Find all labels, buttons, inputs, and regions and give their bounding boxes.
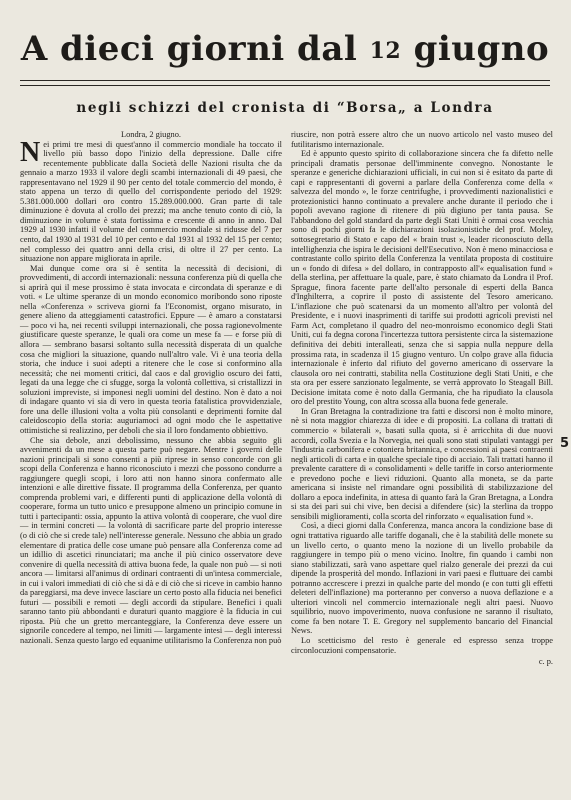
headline-day: 12 (369, 38, 402, 64)
article-paragraph: In Gran Bretagna la contradizione tra fatti e discorsi non è molto minore, nè si nota maggior chiarezza di idee e di propositi. La collana di trattati di commercio « bilaterali », basati sulla quota, si è arricchita di due nuovi accordi, colla Svezia e la Norvegia, nei quali sono stati stipulati vantaggi per l'industria carbonifera e cotoniera britannica, e concessioni ai paesi contraenti negli articoli di carta e in qualche speciale tipo di acciaio. Tali trattati hanno il prevalente carattere di « consolidamenti » delle tariffe in corso anteriormente e prevedono poche e lievi riduzioni. Quanto alla moneta, se da parte americana si insiste nel rimandare ogni possibilità di stabilizzazione del dollaro a epoca indefinita, in attesa di quanto farà la Gran Bretagna, a Londra si sta dei pari sui chi vive, ben decisi a difendere (sic) la sterlina da troppo sensibili miglioramenti, colla scorta del rinforzato « equalisation fund ». (291, 406, 553, 521)
headline (20, 30, 550, 70)
headline-main: A dieci giorni dal (20, 29, 358, 69)
headline-rule-bottom (20, 85, 550, 86)
article-column-right (291, 130, 553, 667)
drop-cap: N (20, 136, 41, 168)
article-paragraph: Lo scetticismo del resto è generale ed espresso senza troppe circonlocuzioni compensatorie. (291, 635, 553, 655)
subtitle: negli schizzi del cronista di “Borsa„ a Londra (76, 100, 494, 116)
article-paragraph: Ed è appunto questo spirito di collaborazione sincera che fa difetto nelle principali dramatis personae dell'imminente convegno. Nonostante le speranze e generiche dichiarazioni ufficiali, in cui non si è esitato da parte di capi e rappresentanti di governi a parlare della Conferenza come della « salvezza del mondo », le forze centrifughe, i provvedimenti nazionalistici e protezionistici hanno continuato a prevalere anche durante il periodo che i popoli avevano ragione di ritenere di più digiuno per tanta pausa. Se l'abbandono del gold standard da parte degli Stati Uniti è ormai cosa vecchia sono di pochi giorni fa le dichiarazioni isolazionistiche del prof. Moley, sottosegretario di Stato e capo del « brain trust », leader riconosciuto della intellighenzia che ispira le decisioni dell'Esecutivo. Non è meno minacciosa e contrastante collo spirito della Conferenza la ventilata proposta di costituire un « fondo di difesa » del dollaro, in contrapposto all'« equalisation fund » della sterlina, per affettuare la quale, pare, è stato chiamato da Londra il Prof. Sprague, finora facente parte dell'alto personale di esperti della Banca d'Inghilterra, a coprire il posto di assistente del Tesoro americano. L'inflazione che può scatenarsi da un momento all'altro per volontà del Presidente, e i nuovi inasprimenti di tariffe sui prodotti agricoli previsti nel Farm Act, completano il quadro del neo-monroismo economico degli Stati Uniti, cui fa degna corona l'incertezza tuttora persistente circa la sistemazione definitiva dei debiti interalleati, senza che si sappia nulla neppure della prossima rata, in scadenza il 15 giugno venturo. Un colpo grave alla fiducia internazionale è inferto dal rifiuto del governo americano di osservare la clausola oro nei contratti, stabilita nella Costituzione degli Stati Uniti, e che sta ora per essere sanzionato legalmente, se verrà approvato lo Steagall Bill. Decisione imitata come è noto dalla Germania, che ha ripudiato la clausola oro del prestito Young, con altra scossa alla buona fede generale. (291, 149, 553, 407)
article-paragraph: riuscire, non potrà essere altro che un nuovo articolo nel vasto museo del futilitarismo internazionale. (291, 130, 553, 149)
author-signature: c. p. (538, 657, 553, 667)
article-paragraph: Nei primi tre mesi di quest'anno il commercio mondiale ha toccato il livello più basso dopo l'inizio della depressione. Dalle cifre recentemente pubblicate dalla Società delle Nazioni risulta che da gennaio a marzo 1933 il valore degli scambi internazionali di 49 paesi, che rappresentavano nel 1929 il 90 per cento del totale commercio del mondo, è stato appena un terzo di quello del corrispondente periodo del 1929: 5.381.000.000 dollari oro contro 15.289.000.000. Gran parte di tale diminuzione è dovuta al crollo dei prezzi; ma anche tenuto conto di ciò, la diminuzione in volume è stata fortissima e crescente di anno in anno. Dal 1929 al 1930 infatti il volume del commercio mondiale si ridusse del 7 per cento, dal 1930 al 1931 del 10 per cento e dal 1931 al 1932 del 15 per cento; nel complesso dei quattro anni della crisi, di oltre il 27 per cento. La situazione non appare migliorata in aprile. (20, 136, 282, 264)
article-paragraph: Che sia debole, anzi debolissimo, nessuno che abbia seguito gli avvenimenti da un mese a questa parte può negare. Mentre i governi delle nazioni principali si sono consenti a più riprese in senso concorde con gli scopi della Conferenza e hanno riconosciuto i mezzi che possono condurre a raggiungere quegli scopi, i loro atti non hanno sinora confermato alle intenzioni e alle direttive fissate. Il programma della Conferenza, per quanto comprenda problemi vari, e differenti punti di applicazione della volontà di cooperare, forma un tutto unico e presuppone almeno un principio comune in tutti i partecipanti: ossia, appunto la attiva volontà di cooperare, che vuol dire — in termini concreti — la volontà di sacrificare parte del proprio interesse (o di ciò che si crede tale) nell'interesse generale. Nessuno che abbia un grado elementare di pratica delle cose umane può pensare alla Conferenza come ad un idillio di ascetici rinunciatari; ma anche il più cinico osservatore deve convenire di quella necessità di attiva buona fede, la quale non può — si noti ancora — limitarsi all'animus di ordinari contraenti di un'intesa commerciale, in cui i valori immediati di ciò che si dà e di ciò che si riceve in cambio hanno da pareggiarsi, ma deve invece lasciare un certo posto alla fiducia nei benefici futuri — possibili e remoti — degli accordi da stipulare. Benefici i quali saranno tanto più abbondanti e duraturi quanto maggiore è la fiducia in cui riposta. Più che un gretto mercanteggiare, la Conferenza deve essere un signorile concedere al tempo, nei limiti — largamente intesi — degli interessi nazionali. Senza questo largo ed equanime utilitarismo la Conferenza non può (20, 435, 282, 645)
article-column-left (20, 130, 282, 646)
dateline: Londra, 2 giugno. (120, 130, 181, 139)
article-paragraph: Così, a dieci giorni dalla Conferenza, manca ancora la condizione base di ogni trattativa riguardo alle tariffe doganali, che è la stabilità delle monete su un livello certo, o quanto meno la nozione di un livello probabile da raggiungere in tempo più o meno vicino. Inoltre, fin quando i cambi non siano stabilizzati, sarà vano aspettare quel rialzo generale dei prezzi da cui dipende la prosperità del mondo. Inflazioni in vari paesi e fluttuare dei cambi potranno accrescere i prezzi in qualche parte del mondo (e con tutti gli effetti deleteri dell'inflazione) ma porteranno per converso a nuova deflazione e a ulteriori vincoli nel commercio internazionale negli altri paesi. Nuovo squilibrio, nuovo impoverimento, nuova confusione ne saranno il risultato, come fa ben notare T. E. Gregory nel supplemento bancario del Financial News. (291, 521, 553, 636)
headline-month: giugno (413, 29, 550, 69)
headline-rule-top (20, 80, 550, 81)
article-paragraph: Mai dunque come ora si è sentita la necessità di decisioni, di provvedimenti, di accordi internazionali: nessuna conferenza più di quella che si aprirà qui il mese prossimo è stata invocata e circondata di speranze e di voti. « Le ultime speranze di un mondo economico moribondo sono riposte nella «Conferenza » scriveva giorni fa l'Economist, organo misurato, in genere alieno da atteggiamenti catastrofici. Eppure — è amaro a constatarsi — poco vi ha, nei recenti sviluppi internazionali, che possa ragionevolmente giustificare queste speranze, le quali ora come un mese fa — e forse più di allora — sembrano basarsi soltanto sulla necessità disperata di un qualche cosa che migliori la situazione, quando null'altro vale. Vi è una teoria della storia, che induce i suoi adepti a ritenere che le cose si conformino alla necessità; che nei momenti critici, dal caos e dal groviglio oscuro dei fatti, legati da una legge che ci sfugge, sorga la volontà collettiva, si cristallizzi in soluzioni impreviste, si imponesi negli uomini del destino. Non è dato a noi di indagare quanto vi sia di vero in questa teoria fatalistica provvidenziale, fore una delle illusioni volta a volta più consolanti e deprimenti fornite dal caleidoscopio della storia: auguriamoci ad ogni modo che le aspettative ottimistiche si realizzino, per deboli che sia il loro fondamento obbiettivo. (20, 263, 282, 435)
page-number: 5 (560, 436, 570, 451)
